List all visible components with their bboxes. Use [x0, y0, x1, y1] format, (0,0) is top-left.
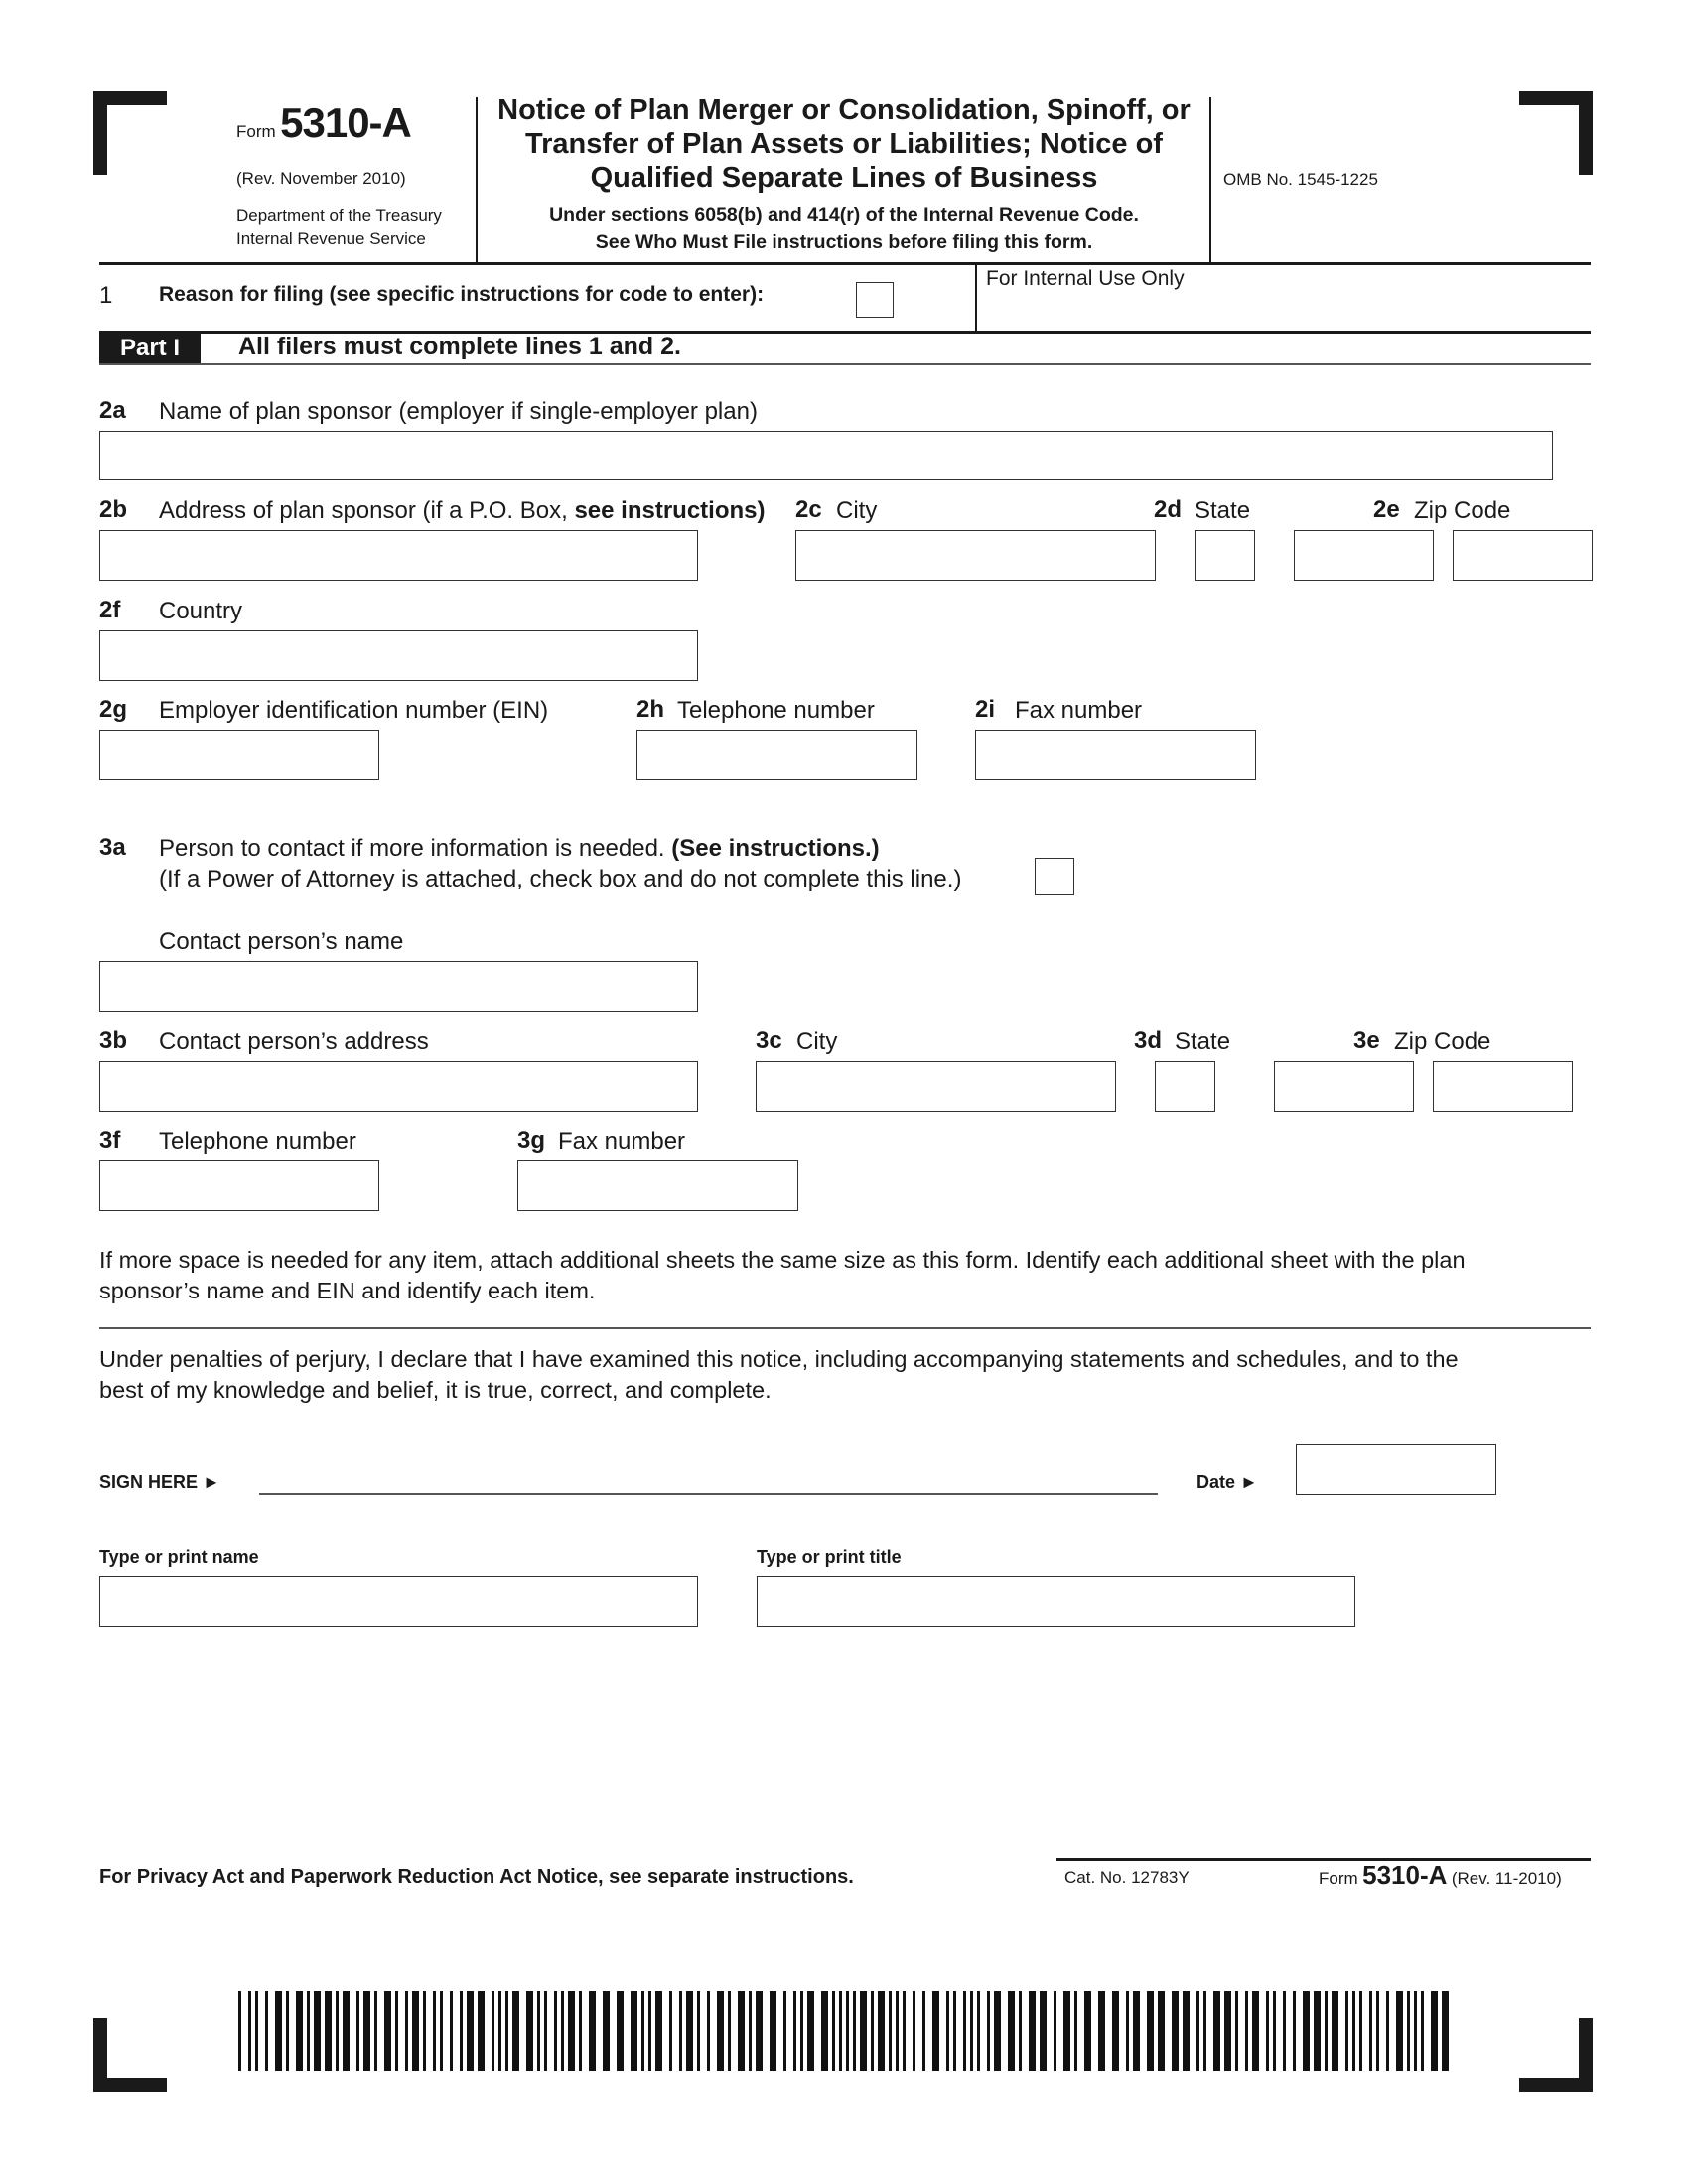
l3e-number: 3e	[1353, 1027, 1380, 1054]
l2f-number: 2f	[99, 597, 121, 623]
perjury-declaration: Under penalties of perjury, I declare that I have examined this notice, including accompanying statements and schedules, and to the best of my knowledge and belief, it is true, correct, and complete.	[99, 1346, 1459, 1403]
l3d-number: 3d	[1134, 1027, 1163, 1054]
print-title-field[interactable]	[757, 1576, 1355, 1627]
plan-sponsor-name-label: Name of plan sponsor (employer if single-employer plan)	[159, 398, 758, 425]
barcode-graphic	[238, 1991, 1450, 2071]
form-title-line1: Notice of Plan Merger or Consolidation, Spinoff, or	[497, 94, 1191, 126]
form-subtitle-line1: Under sections 6058(b) and 414(r) of the Internal Revenue Code.	[549, 205, 1139, 226]
l2a-number: 2a	[99, 397, 126, 424]
contact-state-label: State	[1175, 1028, 1231, 1055]
contact-telephone-field[interactable]	[99, 1160, 379, 1211]
contact-name-label: Contact person’s name	[159, 928, 404, 955]
contact-zip-field[interactable]	[1274, 1061, 1414, 1112]
sponsor-city-label: City	[836, 497, 878, 524]
contact-telephone-label: Telephone number	[159, 1128, 356, 1155]
privacy-notice: For Privacy Act and Paperwork Reduction Act Notice, see separate instructions.	[99, 1866, 854, 1888]
l3a-number: 3a	[99, 834, 126, 861]
power-of-attorney-label: (If a Power of Attorney is attached, check box and do not complete this line.)	[159, 866, 962, 892]
plan-sponsor-name-field[interactable]	[99, 431, 1553, 480]
footer-form-id: Form 5310-A (Rev. 11-2010)	[1319, 1860, 1562, 1890]
contact-address-field[interactable]	[99, 1061, 698, 1112]
l2d-number: 2d	[1154, 496, 1183, 523]
sponsor-fax-label: Fax number	[1015, 697, 1143, 724]
reason-code-box[interactable]	[856, 282, 894, 318]
sponsor-state-label: State	[1195, 497, 1251, 524]
l2e-number: 2e	[1373, 496, 1400, 523]
contact-state-field[interactable]	[1155, 1061, 1215, 1112]
l3f-number: 3f	[99, 1127, 121, 1154]
print-name-label: Type or print name	[99, 1547, 259, 1567]
contact-zip4-field[interactable]	[1433, 1061, 1573, 1112]
l2g-number: 2g	[99, 696, 128, 723]
contact-zip-label: Zip Code	[1394, 1028, 1491, 1055]
sign-here-label: SIGN HERE ►	[99, 1472, 220, 1492]
country-field[interactable]	[99, 630, 698, 681]
sponsor-state-field[interactable]	[1195, 530, 1255, 581]
contact-city-field[interactable]	[756, 1061, 1116, 1112]
country-label: Country	[159, 598, 243, 624]
catalog-number: Cat. No. 12783Y	[1064, 1868, 1190, 1887]
contact-city-label: City	[796, 1028, 838, 1055]
ein-field[interactable]	[99, 730, 379, 780]
signature-line[interactable]	[259, 1493, 1158, 1495]
sponsor-fax-field[interactable]	[975, 730, 1256, 780]
print-title-label: Type or print title	[757, 1547, 902, 1567]
sponsor-zip4-field[interactable]	[1453, 530, 1593, 581]
revision-date: (Rev. November 2010)	[236, 169, 406, 188]
barcode	[238, 1991, 1450, 2071]
omb-number: OMB No. 1545-1225	[1223, 170, 1378, 189]
l2h-number: 2h	[636, 696, 665, 723]
contact-fax-label: Fax number	[558, 1128, 686, 1155]
form-word: Form	[236, 122, 276, 141]
l3c-number: 3c	[756, 1027, 782, 1054]
form-subtitle-line2: See Who Must File instructions before filing this form.	[595, 231, 1093, 253]
contact-name-field[interactable]	[99, 961, 698, 1012]
date-label: Date ►	[1196, 1472, 1258, 1492]
sponsor-address-label: Address of plan sponsor (if a P.O. Box, see instructions)	[159, 497, 766, 524]
internal-use-label: For Internal Use Only	[986, 267, 1185, 290]
part1-title: All filers must complete lines 1 and 2.	[238, 333, 681, 360]
form-title-line2: Transfer of Plan Assets or Liabilities; Notice of	[525, 128, 1163, 160]
form-title-line3: Qualified Separate Lines of Business	[590, 162, 1098, 194]
sponsor-zip-field[interactable]	[1294, 530, 1434, 581]
sponsor-telephone-field[interactable]	[636, 730, 917, 780]
contact-fax-field[interactable]	[517, 1160, 798, 1211]
form-number: 5310-A	[280, 99, 411, 146]
print-name-field[interactable]	[99, 1576, 698, 1627]
sponsor-city-field[interactable]	[795, 530, 1156, 581]
additional-space-note: If more space is needed for any item, attach additional sheets the same size as this form. Identify each additional sheet with the plan sponsor’s name and EIN and identify each item.	[99, 1247, 1466, 1303]
ein-label: Employer identification number (EIN)	[159, 697, 549, 724]
sponsor-zip-label: Zip Code	[1414, 497, 1511, 524]
dept-line2: Internal Revenue Service	[236, 229, 426, 248]
sponsor-address-field[interactable]	[99, 530, 698, 581]
sponsor-telephone-label: Telephone number	[677, 697, 875, 724]
part1-badge: Part I	[99, 334, 201, 363]
l3b-number: 3b	[99, 1027, 128, 1054]
l2b-number: 2b	[99, 496, 128, 523]
power-of-attorney-checkbox[interactable]	[1035, 858, 1074, 895]
line1-number: 1	[99, 282, 113, 309]
l2i-number: 2i	[975, 696, 996, 723]
contact-address-label: Contact person’s address	[159, 1028, 429, 1055]
date-field[interactable]	[1296, 1444, 1496, 1495]
dept-line1: Department of the Treasury	[236, 206, 442, 225]
l3g-number: 3g	[517, 1127, 546, 1154]
reason-for-filing-label: Reason for filing (see specific instructions for code to enter):	[159, 283, 765, 306]
l2c-number: 2c	[795, 496, 822, 523]
contact-person-label: Person to contact if more information is needed. (See instructions.)	[159, 835, 880, 862]
